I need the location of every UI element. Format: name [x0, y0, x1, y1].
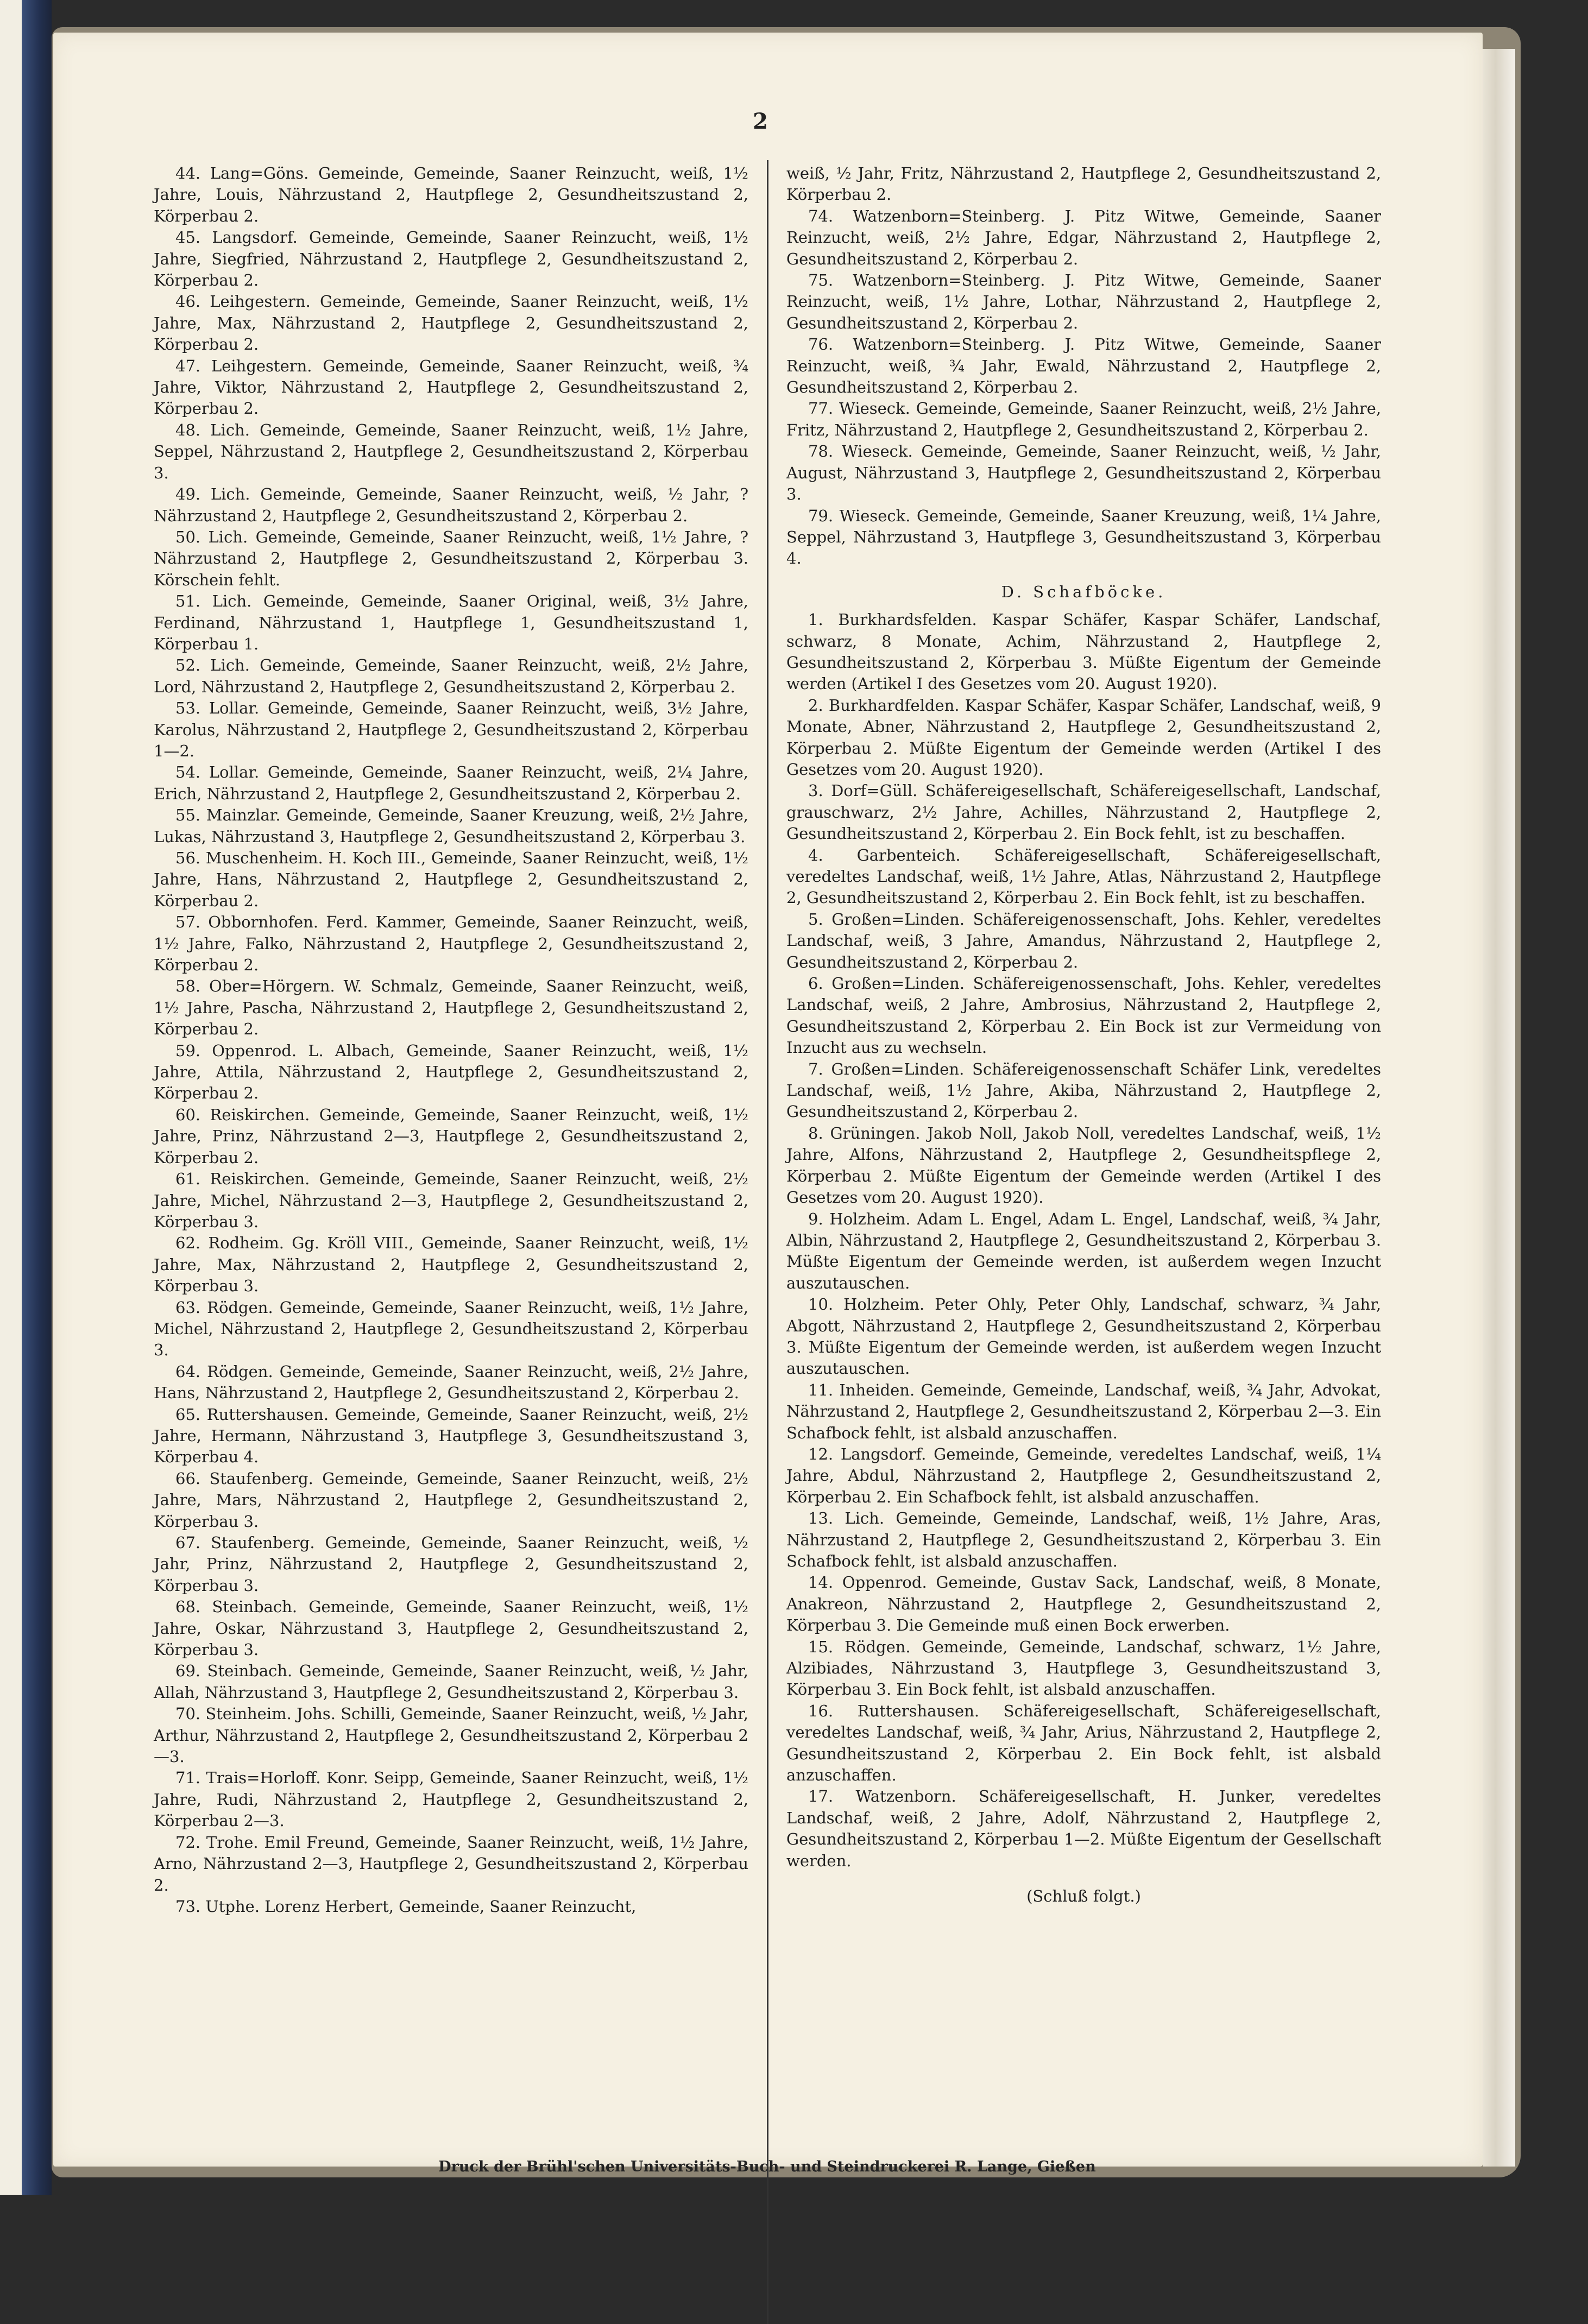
list-entry: 13. Lich. Gemeinde, Gemeinde, Landschaf, weiß, 1½ Jahre, Aras, Nährzustand 2, Hautpflege 2, Gesundheitszustand 2, Körperbau 3. Ein Schafbock fehlt, ist alsbald anzuschaffen. [786, 1509, 1381, 1570]
list-entry: 54. Lollar. Gemeinde, Gemeinde, Saaner Reinzucht, weiß, 2¼ Jahre, Erich, Nährzustand 2, Hautpflege 2, Gesundheitszustand 2, Körperbau 2. [154, 763, 748, 803]
schafboecke-list [786, 609, 1381, 1872]
list-entry: 67. Staufenberg. Gemeinde, Gemeinde, Saaner Reinzucht, weiß, ½ Jahr, Prinz, Nährzustand 2, Hautpflege 2, Gesundheitszustand 2, Körperbau 3. [154, 1533, 748, 1595]
list-entry: 17. Watzenborn. Schäfereigesellschaft, H. Junker, veredeltes Landschaf, weiß, 2 Jahre, Adolf, Nährzustand 2, Hautpflege 2, Gesundheitszustand 2, Körperbau 1—2. Müßte Eigentum der Gesellschaft werden. [786, 1787, 1381, 1870]
printer-imprint: Druck der Brühl'schen Universitäts-Buch- und Steindruckerei R. Lange, Gießen [438, 2158, 1096, 2175]
list-entry: 49. Lich. Gemeinde, Gemeinde, Saaner Reinzucht, weiß, ½ Jahr, ? Nährzustand 2, Hautpflege 2, Gesundheitszustand 2, Körperbau 2. [154, 485, 748, 525]
list-entry: 78. Wieseck. Gemeinde, Gemeinde, Saaner Reinzucht, weiß, ½ Jahr, August, Nährzustand 3, Hautpflege 2, Gesundheitszustand 2, Körperbau 3. [786, 442, 1381, 504]
list-entry: 62. Rodheim. Gg. Kröll VIII., Gemeinde, Saaner Reinzucht, weiß, 1½ Jahre, Max, Nährzustand 2, Hautpflege 2, Gesundheitszustand 2, Körperbau 3. [154, 1234, 748, 1296]
list-entry: 73. Utphe. Lorenz Herbert, Gemeinde, Saaner Reinzucht, [175, 1897, 637, 1916]
list-entry: 46. Leihgestern. Gemeinde, Gemeinde, Saaner Reinzucht, weiß, 1½ Jahre, Max, Nährzustand 2, Hautpflege 2, Gesundheitszustand 2, Körperbau 2. [154, 292, 748, 354]
column-divider [767, 160, 768, 2324]
list-entry: 11. Inheiden. Gemeinde, Gemeinde, Landschaf, weiß, ¾ Jahr, Advokat, Nährzustand 2, Hautpflege 2, Gesundheitszustand 2, Körperbau 2—3. Ein Schafbock fehlt, ist alsbald anzuschaffen. [786, 1380, 1381, 1442]
list-entry: 71. Trais=Horloff. Konr. Seipp, Gemeinde, Saaner Reinzucht, weiß, 1½ Jahre, Rudi, Nährzustand 2, Hautpflege 2, Gesundheitszustand 2, Körperbau 2—3. [154, 1769, 748, 1830]
list-entry: 76. Watzenborn=Steinberg. J. Pitz Witwe, Gemeinde, Saaner Reinzucht, weiß, ¾ Jahr, Ewald, Nährzustand 2, Hautpflege 2, Gesundheitszustand 2, Körperbau 2. [786, 335, 1381, 397]
list-entry: 9. Holzheim. Adam L. Engel, Adam L. Engel, Landschaf, weiß, ¾ Jahr, Albin, Nährzustand 2, Hautpflege 2, Gesundheitszustand 2, Körperbau 3. Müßte Eigentum der Gemeinde werden, ist außerdem wegen Inzucht auszutauschen. [786, 1209, 1381, 1292]
list-entry: 8. Grüningen. Jakob Noll, Jakob Noll, veredeltes Landschaf, weiß, 1½ Jahre, Alfons, Nährzustand 2, Hautpflege 2, Gesundheitspflege 2, Körperbau 2. Müßte Eigentum der Gemeinde werden (Artikel I des Gesetzes vom 20. August 1920). [786, 1123, 1381, 1207]
closing-note: (Schluß folgt.) [1026, 1887, 1141, 1906]
list-entry: 55. Mainzlar. Gemeinde, Gemeinde, Saaner Kreuzung, weiß, 2½ Jahre, Lukas, Nährzustand 3, Hautpflege 2, Gesundheitszustand 2, Körperbau 3. [154, 806, 748, 846]
list-entry: 5. Großen=Linden. Schäfereigenossenschaft, Johs. Kehler, veredeltes Landschaf, weiß, 3 Jahre, Amandus, Nährzustand 2, Hautpflege 2, Gesundheitszustand 2, Körperbau 2. [786, 910, 1381, 971]
list-entry: 16. Ruttershausen. Schäfereigesellschaft, Schäfereigesellschaft, veredeltes Landschaf, weiß, ¾ Jahr, Arius, Nährzustand 2, Hautpflege 2, Gesundheitszustand 2, Körperbau 2. Ein Bock fehlt, ist alsbald anzuschaffen. [786, 1701, 1381, 1785]
list-entry: 60. Reiskirchen. Gemeinde, Gemeinde, Saaner Reinzucht, weiß, 1½ Jahre, Prinz, Nährzustand 2—3, Hautpflege 2, Gesundheitszustand 2, Körperbau 2. [154, 1105, 748, 1167]
list-entry: 57. Obbornhofen. Ferd. Kammer, Gemeinde, Saaner Reinzucht, weiß, 1½ Jahre, Falko, Nährzustand 2, Hautpflege 2, Gesundheitszustand 2, Körperbau 2. [154, 913, 748, 975]
list-entry: 6. Großen=Linden. Schäfereigenossenschaft, Johs. Kehler, veredeltes Landschaf, weiß, 2 Jahre, Ambrosius, Nährzustand 2, Hautpflege 2, Gesundheitszustand 2, Körperbau 2. Ein Bock ist zur Vermeidung von Inzucht aus zu wechseln. [786, 974, 1381, 1057]
list-entry: 61. Reiskirchen. Gemeinde, Gemeinde, Saaner Reinzucht, weiß, 2½ Jahre, Michel, Nährzustand 2—3, Hautpflege 2, Gesundheitszustand 2, Körperbau 3. [154, 1170, 748, 1231]
list-entry: 70. Steinheim. Johs. Schilli, Gemeinde, Saaner Reinzucht, weiß, ½ Jahr, Arthur, Nährzustand 2, Hautpflege 2, Gesundheitszustand 2, Körperbau 2—3. [154, 1704, 748, 1766]
list-entry: 52. Lich. Gemeinde, Gemeinde, Saaner Reinzucht, weiß, 2½ Jahre, Lord, Nährzustand 2, Hautpflege 2, Gesundheitszustand 2, Körperbau 2. [154, 656, 748, 696]
list-entry: 79. Wieseck. Gemeinde, Gemeinde, Saaner Kreuzung, weiß, 1¼ Jahre, Seppel, Nährzustand 3, Hautpflege 3, Gesundheitszustand 3, Körperbau 4. [786, 506, 1381, 568]
list-entry: 53. Lollar. Gemeinde, Gemeinde, Saaner Reinzucht, weiß, 3½ Jahre, Karolus, Nährzustand 2, Hautpflege 2, Gesundheitszustand 2, Körperbau 1—2. [154, 699, 748, 760]
left-column [154, 163, 748, 1917]
list-entry: 74. Watzenborn=Steinberg. J. Pitz Witwe, Gemeinde, Saaner Reinzucht, weiß, 2½ Jahre, Edgar, Nährzustand 2, Hautpflege 2, Gesundheitszustand 2, Körperbau 2. [786, 206, 1381, 268]
right-entry-list [786, 206, 1381, 570]
list-entry: 58. Ober=Hörgern. W. Schmalz, Gemeinde, Saaner Reinzucht, weiß, 1½ Jahre, Pascha, Nährzustand 2, Hautpflege 2, Gesundheitszustand 2, Körperbau 2. [154, 977, 748, 1039]
list-entry: 66. Staufenberg. Gemeinde, Gemeinde, Saaner Reinzucht, weiß, 2½ Jahre, Mars, Nährzustand 2, Hautpflege 2, Gesundheitszustand 2, Körperbau 3. [154, 1469, 748, 1531]
list-entry: 44. Lang=Göns. Gemeinde, Gemeinde, Saaner Reinzucht, weiß, 1½ Jahre, Louis, Nährzustand 2, Hautpflege 2, Gesundheitszustand 2, Körperbau 2. [154, 164, 748, 225]
list-entry: 63. Rödgen. Gemeinde, Gemeinde, Saaner Reinzucht, weiß, 1½ Jahre, Michel, Nährzustand 2, Hautpflege 2, Gesundheitszustand 2, Körperbau 3. [154, 1298, 748, 1360]
list-entry: 2. Burkhardfelden. Kaspar Schäfer, Kaspar Schäfer, Landschaf, weiß, 9 Monate, Abner, Nährzustand 2, Hautpflege 2, Gesundheitszustand 2, Körperbau 2. Müßte Eigentum der Gemeinde werden (Artikel I des Gesetzes vom 20. August 1920). [786, 696, 1381, 779]
list-entry: 14. Oppenrod. Gemeinde, Gustav Sack, Landschaf, weiß, 8 Monate, Anakreon, Nährzustand 2, Hautpflege 2, Gesundheitszustand 2, Körperbau 3. Die Gemeinde muß einen Bock erwerben. [786, 1573, 1381, 1635]
continued-entry: weiß, ½ Jahr, Fritz, Nährzustand 2, Hautpflege 2, Gesundheitszustand 2, Körperbau 2. [786, 164, 1381, 204]
list-entry: 72. Trohe. Emil Freund, Gemeinde, Saaner Reinzucht, weiß, 1½ Jahre, Arno, Nährzustand 2—3, Hautpflege 2, Gesundheitszustand 2, Körperbau 2. [154, 1833, 748, 1894]
list-entry: 7. Großen=Linden. Schäfereigenossenschaft Schäfer Link, veredeltes Landschaf, weiß, 1½ Jahre, Akiba, Nährzustand 2, Hautpflege 2, Gesundheitszustand 2, Körperbau 2. [786, 1059, 1381, 1121]
page-stack-edge [1483, 49, 1515, 2167]
list-entry: 56. Muschenheim. H. Koch III., Gemeinde, Saaner Reinzucht, weiß, 1½ Jahre, Hans, Nährzustand 2, Hautpflege 2, Gesundheitszustand 2, Körperbau 2. [154, 849, 748, 910]
book-spine [22, 0, 52, 2195]
list-entry: 4. Garbenteich. Schäfereigesellschaft, Schäfereigesellschaft, veredeltes Landschaf, weiß, 1½ Jahre, Atlas, Nährzustand 2, Hautpflege 2, Gesundheitszustand 2, Körperbau 2. Ein Bock fehlt, ist zu beschaffen. [786, 845, 1381, 907]
list-entry: 59. Oppenrod. L. Albach, Gemeinde, Saaner Reinzucht, weiß, 1½ Jahre, Attila, Nährzustand 2, Hautpflege 2, Gesundheitszustand 2, Körperbau 2. [154, 1041, 748, 1103]
list-entry: 65. Ruttershausen. Gemeinde, Gemeinde, Saaner Reinzucht, weiß, 2½ Jahre, Hermann, Nährzustand 3, Hautpflege 3, Gesundheitszustand 3, Körperbau 4. [154, 1405, 748, 1467]
list-entry: 77. Wieseck. Gemeinde, Gemeinde, Saaner Reinzucht, weiß, 2½ Jahre, Fritz, Nährzustand 2, Hautpflege 2, Gesundheitszustand 2, Körperbau 2. [786, 399, 1381, 439]
section-heading: D. Schafböcke. [1001, 582, 1167, 601]
list-entry: 10. Holzheim. Peter Ohly, Peter Ohly, Landschaf, schwarz, ¾ Jahr, Abgott, Nährzustand 2, Hautpflege 2, Gesundheitszustand 2, Körperbau 3. Müßte Eigentum der Gemeinde werden, ist außerdem wegen Inzucht auszutauschen. [786, 1295, 1381, 1378]
list-entry: 51. Lich. Gemeinde, Gemeinde, Saaner Original, weiß, 3½ Jahre, Ferdinand, Nährzustand 1, Hautpflege 1, Gesundheitszustand 1, Körperbau 1. [154, 592, 748, 653]
list-entry: 68. Steinbach. Gemeinde, Gemeinde, Saaner Reinzucht, weiß, 1½ Jahre, Oskar, Nährzustand 3, Hautpflege 2, Gesundheitszustand 2, Körperbau 3. [154, 1597, 748, 1659]
right-column [786, 163, 1381, 1908]
list-entry: 47. Leihgestern. Gemeinde, Gemeinde, Saaner Reinzucht, weiß, ¾ Jahre, Viktor, Nährzustand 2, Hautpflege 2, Gesundheitszustand 2, Körperbau 2. [154, 356, 748, 418]
list-entry: 64. Rödgen. Gemeinde, Gemeinde, Saaner Reinzucht, weiß, 2½ Jahre, Hans, Nährzustand 2, Hautpflege 2, Gesundheitszustand 2, Körperbau 2. [154, 1362, 748, 1403]
list-entry: 69. Steinbach. Gemeinde, Gemeinde, Saaner Reinzucht, weiß, ½ Jahr, Allah, Nährzustand 3, Hautpflege 2, Gesundheitszustand 2, Körperbau 3. [154, 1662, 748, 1702]
list-entry: 12. Langsdorf. Gemeinde, Gemeinde, veredeltes Landschaf, weiß, 1¼ Jahre, Abdul, Nährzustand 2, Hautpflege 2, Gesundheitszustand 2, Körperbau 2. Ein Schafbock fehlt, ist alsbald anzuschaffen. [786, 1444, 1381, 1506]
list-entry: 3. Dorf=Güll. Schäfereigesellschaft, Schäfereigesellschaft, Landschaf, grauschwarz, 2½ Jahre, Achilles, Nährzustand 2, Hautpflege 2, Gesundheitszustand 2, Körperbau 2. Ein Bock fehlt, ist zu beschaffen. [786, 781, 1381, 843]
list-entry: 50. Lich. Gemeinde, Gemeinde, Saaner Reinzucht, weiß, 1½ Jahre, ? Nährzustand 2, Hautpflege 2, Gesundheitszustand 2, Körperbau 3. Körschein fehlt. [154, 527, 748, 589]
list-entry: 48. Lich. Gemeinde, Gemeinde, Saaner Reinzucht, weiß, 1½ Jahre, Seppel, Nährzustand 2, Hautpflege 2, Gesundheitszustand 2, Körperbau 3. [154, 420, 748, 482]
list-entry: 15. Rödgen. Gemeinde, Gemeinde, Landschaf, schwarz, 1½ Jahre, Alzibiades, Nährzustand 3, Hautpflege 3, Gesundheitszustand 3, Körperbau 3. Ein Bock fehlt, ist alsbald anzuschaffen. [786, 1637, 1381, 1699]
adjacent-page-edge [0, 0, 22, 2195]
list-entry: 75. Watzenborn=Steinberg. J. Pitz Witwe, Gemeinde, Saaner Reinzucht, weiß, 1½ Jahre, Lothar, Nährzustand 2, Hautpflege 2, Gesundheitszustand 2, Körperbau 2. [786, 271, 1381, 332]
list-entry: 45. Langsdorf. Gemeinde, Gemeinde, Saaner Reinzucht, weiß, 1½ Jahre, Siegfried, Nährzustand 2, Hautpflege 2, Gesundheitszustand 2, Körperbau 2. [154, 228, 748, 290]
page-number: 2 [753, 109, 768, 134]
list-entry: 1. Burkhardsfelden. Kaspar Schäfer, Kaspar Schäfer, Landschaf, schwarz, 8 Monate, Achim, Nährzustand 2, Hautpflege 2, Gesundheitszustand 2, Körperbau 3. Müßte Eigentum der Gemeinde werden (Artikel I des Gesetzes vom 20. August 1920). [786, 610, 1381, 693]
